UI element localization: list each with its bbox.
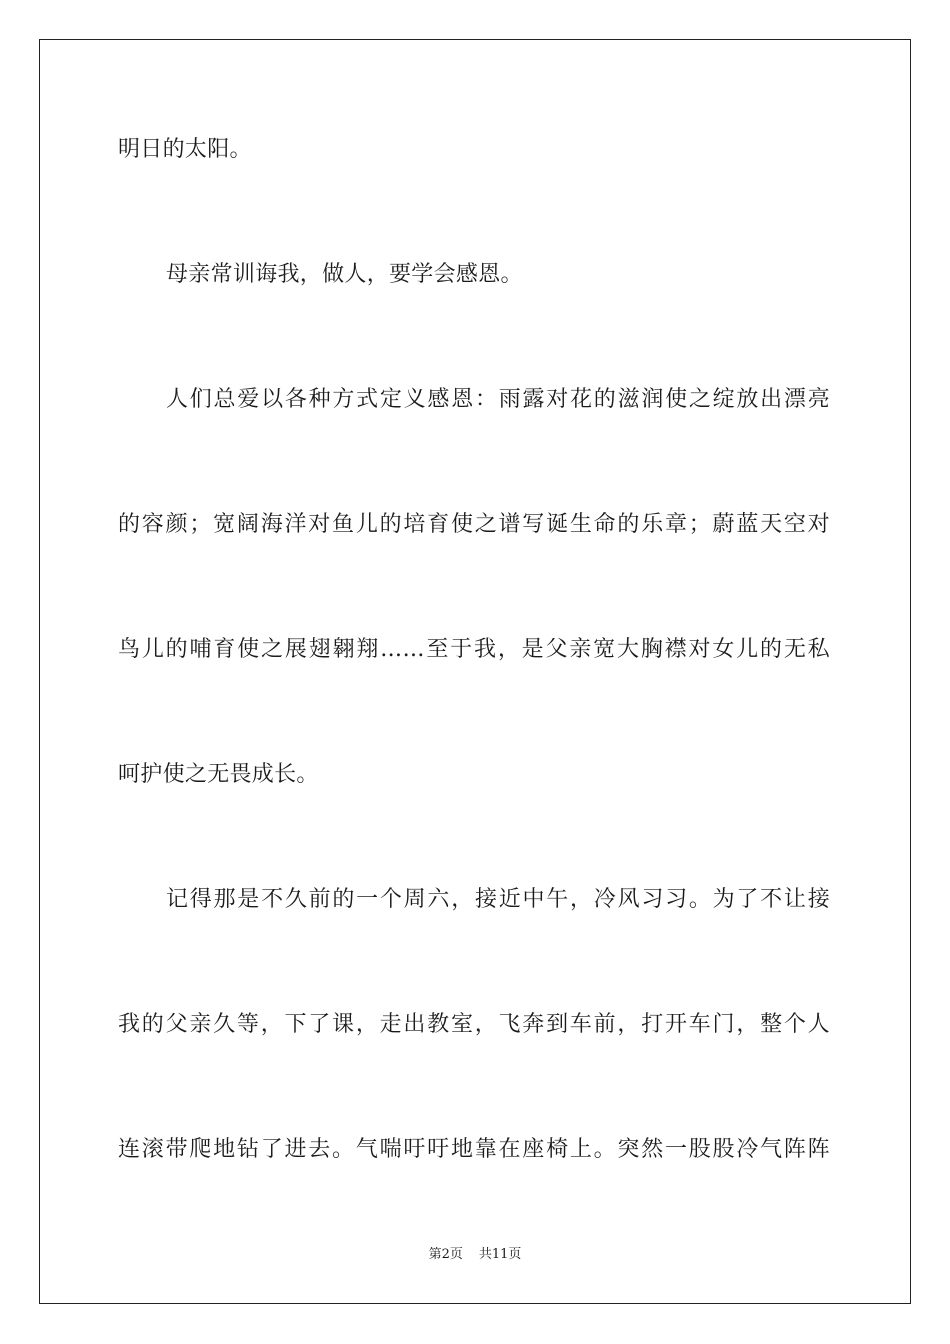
text-line: 人们总爱以各种方式定义感恩：雨露对花的滋润使之绽放出漂亮 — [166, 387, 830, 412]
text-line: 鸟儿的哺育使之展翅翱翔……至于我，是父亲宽大胸襟对女儿的无私 — [118, 637, 830, 662]
text-line: 明日的太阳。 — [118, 137, 252, 162]
text-line: 记得那是不久前的一个周六，接近中午，冷风习习。为了不让接 — [166, 887, 830, 912]
page-border — [39, 39, 911, 1304]
text-line: 母亲常训诲我，做人，要学会感恩。 — [166, 262, 523, 287]
text-line: 呵护使之无畏成长。 — [118, 762, 319, 787]
text-line: 的容颜；宽阔海洋对鱼儿的培育使之谱写诞生命的乐章；蔚蓝天空对 — [118, 512, 830, 537]
text-line: 我的父亲久等，下了课，走出教室，飞奔到车前，打开车门，整个人 — [118, 1012, 830, 1037]
page-number: 第2页 — [428, 1247, 463, 1262]
page-footer — [0, 1246, 950, 1264]
page-total: 共11页 — [478, 1247, 522, 1262]
text-line: 连滚带爬地钻了进去。气喘吁吁地靠在座椅上。突然一股股冷气阵阵 — [118, 1137, 830, 1162]
